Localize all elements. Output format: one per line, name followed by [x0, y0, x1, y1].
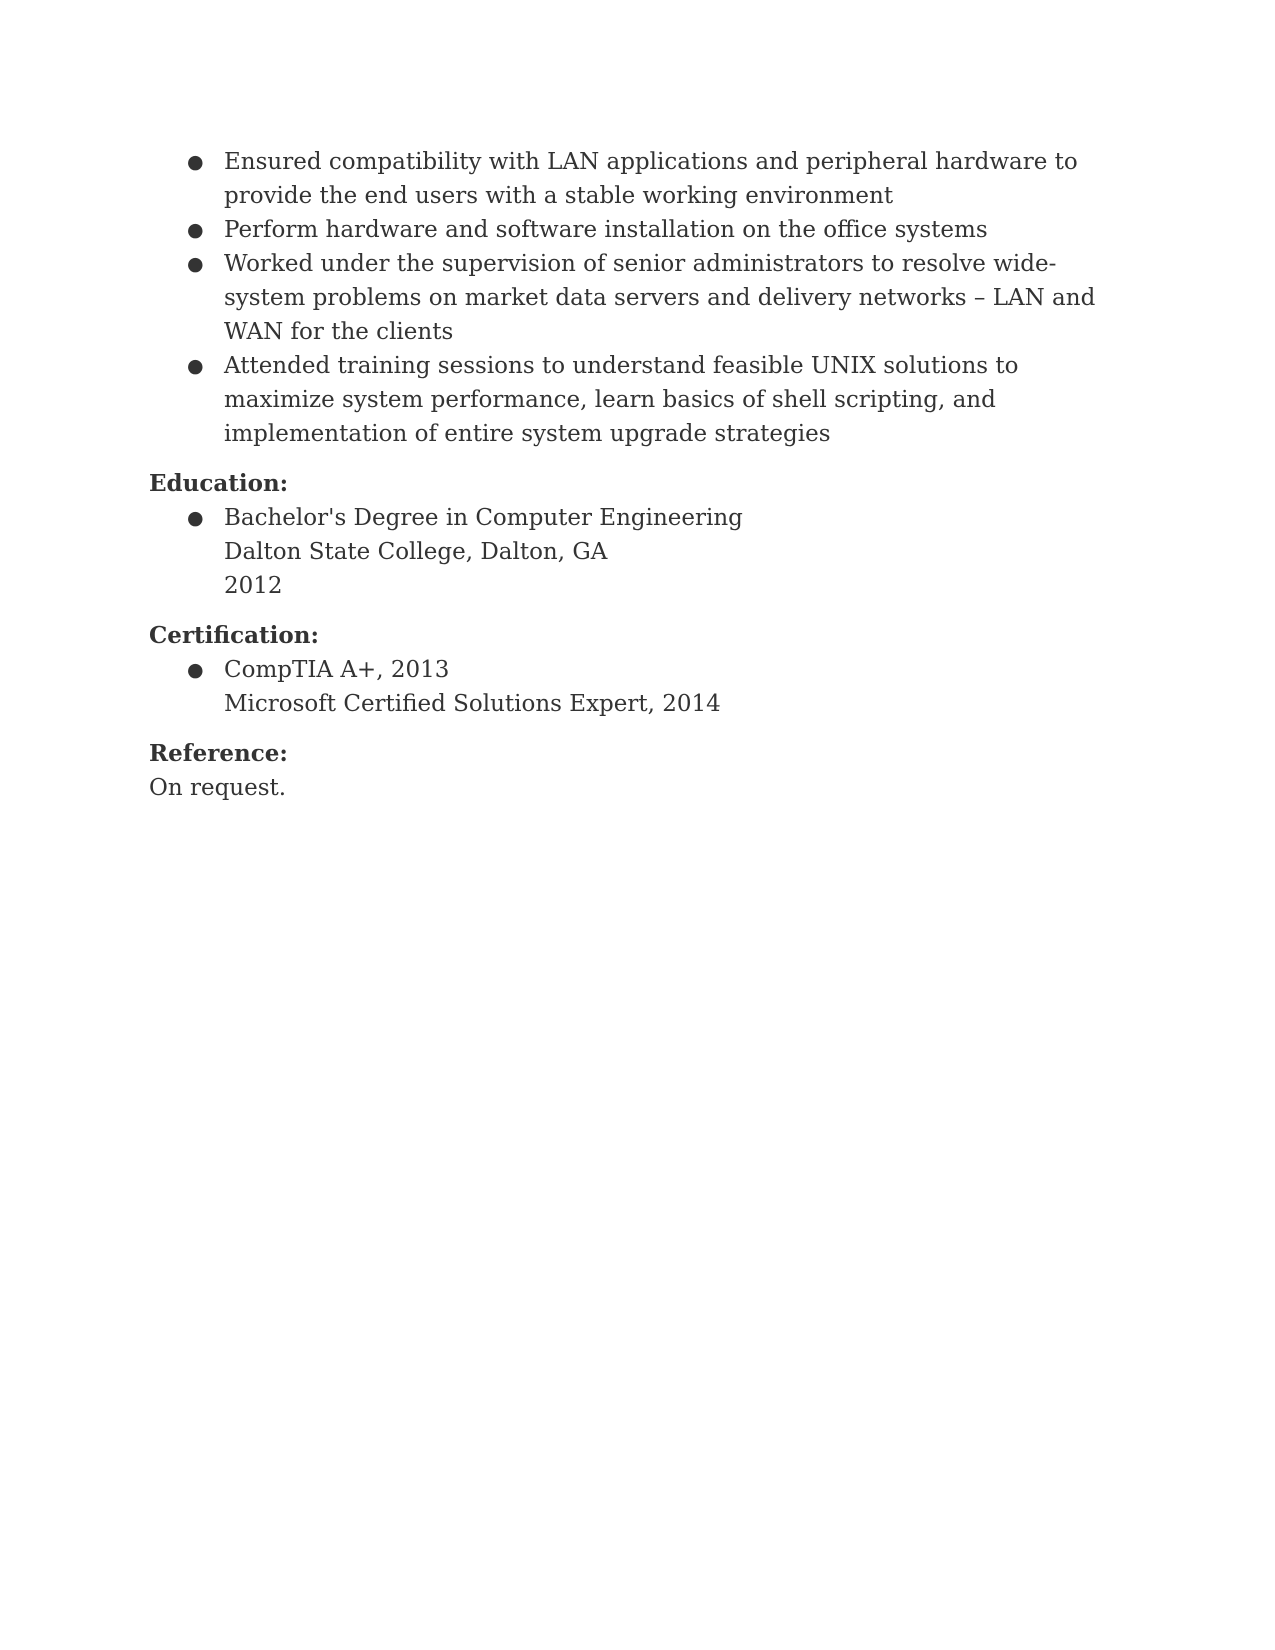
certification-heading: Certification: — [149, 622, 319, 649]
list-item — [149, 145, 1129, 213]
experience-bullet-text: Attended training sessions to understand feasible UNIX solutions to maximize system performance, learn basics of shell scripting, and implementation of entire system upgrade strategies — [224, 353, 1019, 447]
list-item — [149, 349, 1129, 451]
list-item — [149, 213, 1129, 247]
education-heading: Education: — [149, 470, 289, 497]
list-item — [149, 247, 1129, 349]
certification-line-2: Microsoft Certified Solutions Expert, 2014 — [224, 691, 721, 717]
experience-bullet-text: Worked under the supervision of senior administrators to resolve wide-system problems on market data servers and delivery networks – LAN and WAN for the clients — [224, 251, 1096, 345]
reference-heading: Reference: — [149, 740, 288, 767]
certification-line-1: CompTIA A+, 2013 — [224, 657, 450, 683]
bullet-icon: ● — [187, 151, 204, 173]
experience-bullet-text: Ensured compatibility with LAN applications and peripheral hardware to provide the end users with a stable working environment — [224, 149, 1078, 209]
education-year: 2012 — [224, 573, 283, 599]
bullet-icon: ● — [187, 355, 204, 377]
experience-bullet-text: Perform hardware and software installation on the office systems — [224, 217, 988, 243]
bullet-icon: ● — [187, 219, 204, 241]
education-degree: Bachelor's Degree in Computer Engineering — [224, 505, 743, 531]
experience-bullet-list — [149, 145, 1129, 451]
reference-text: On request. — [149, 775, 287, 801]
bullet-icon: ● — [187, 659, 204, 681]
bullet-icon: ● — [187, 507, 204, 529]
certification-list — [149, 653, 1129, 721]
resume-content — [149, 145, 1129, 805]
education-list — [149, 501, 1129, 603]
bullet-icon: ● — [187, 253, 204, 275]
list-item — [149, 653, 1129, 721]
education-school: Dalton State College, Dalton, GA — [224, 539, 608, 565]
list-item — [149, 501, 1129, 603]
